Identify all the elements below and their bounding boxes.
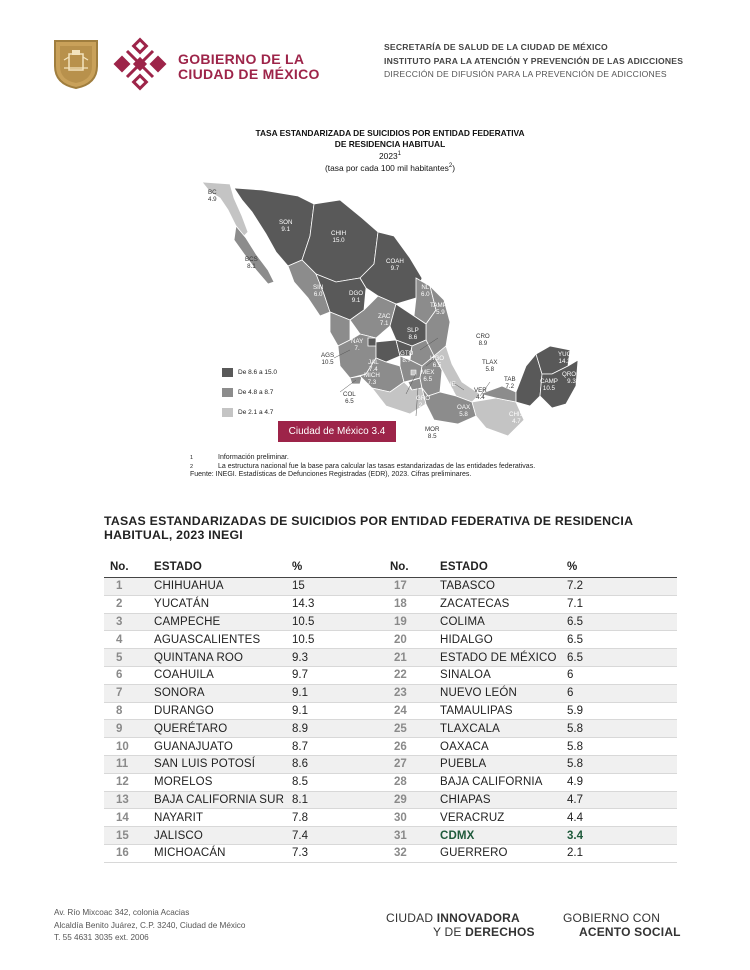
row-no-left: 9 <box>116 722 123 735</box>
row-no-left: 12 <box>116 776 129 789</box>
map-note-1-text: Información preliminar. <box>218 454 289 461</box>
map-title-line2: DE RESIDENCIA HABITUAL <box>334 138 446 149</box>
header-estado-right: ESTADO <box>440 560 488 573</box>
address-line2: Alcaldía Benito Juárez, C.P. 3240, Ciudad de México <box>54 920 246 930</box>
table-title: TASAS ESTANDARIZADAS DE SUICIDIOS POR ENTIDAD FEDERATIVA DE RESIDENCIA HABITUAL, 2023 INEGI <box>104 514 633 542</box>
row-estado-right: HIDALGO <box>440 633 493 646</box>
map-label-nl: NL 6.0 <box>421 284 430 298</box>
row-pct-left: 9.3 <box>292 651 308 664</box>
row-estado-left: BAJA CALIFORNIA SUR <box>154 793 285 806</box>
row-pct-right: 4.9 <box>567 776 583 789</box>
row-pct-right: 2.1 <box>567 847 583 860</box>
table-row <box>104 667 677 685</box>
map-label-pue: PUE 5.8 <box>443 381 456 395</box>
table-row <box>104 685 677 703</box>
map-label-bc: BC 4.9 <box>208 189 217 203</box>
map-title <box>190 128 590 174</box>
government-name <box>178 52 320 82</box>
map-year-sup: 1 <box>397 151 401 157</box>
row-estado-left: MICHOACÁN <box>154 847 226 860</box>
row-pct-right: 6.5 <box>567 615 583 628</box>
row-pct-right: 5.9 <box>567 704 583 717</box>
slogan1-part-d: DERECHOS <box>465 925 535 939</box>
map-region-gto <box>376 340 400 362</box>
row-no-left: 11 <box>116 758 129 771</box>
row-no-left: 15 <box>116 829 129 842</box>
slogan1-part-c: Y DE <box>433 925 466 939</box>
legend-item-low <box>222 402 277 422</box>
map-note-2 <box>190 463 535 472</box>
table-row <box>104 792 677 810</box>
row-estado-right: CDMX <box>440 829 475 842</box>
row-estado-right: GUERRERO <box>440 847 508 860</box>
table-row <box>104 596 677 614</box>
row-no-right: 29 <box>394 793 407 806</box>
institution-line3: DIRECCIÓN DE DIFUSIÓN PARA LA PREVENCIÓN DE ADICCIONES <box>384 69 667 79</box>
row-no-left: 5 <box>116 651 123 664</box>
row-no-left: 4 <box>116 633 123 646</box>
row-estado-left: QUINTANA ROO <box>154 651 244 664</box>
row-pct-left: 8.1 <box>292 793 308 806</box>
row-estado-right: SINALOA <box>440 669 491 682</box>
map-label-gto: GTO 8.7 <box>400 350 414 364</box>
map-title-line1: TASA ESTANDARIZADA DE SUICIDIOS POR ENTIDAD FEDERATIVA <box>255 128 525 138</box>
row-no-right: 24 <box>394 704 407 717</box>
map-label-slp: SLP 8.6 <box>407 327 419 341</box>
row-pct-left: 8.6 <box>292 758 308 771</box>
row-pct-left: 15 <box>292 580 305 593</box>
row-estado-right: CHIAPAS <box>440 793 491 806</box>
map-note-1-key: 1 <box>190 455 194 461</box>
row-no-right: 32 <box>394 847 407 860</box>
row-pct-left: 9.1 <box>292 687 308 700</box>
map-label-yuc: YUC 14.3 <box>558 351 572 365</box>
map-label-hgo: HGO 6.5 <box>430 355 445 369</box>
row-no-left: 13 <box>116 793 129 806</box>
institution-line2: INSTITUTO PARA LA ATENCIÓN Y PREVENCIÓN DE LAS ADICCIONES <box>384 55 684 66</box>
row-pct-left: 7.3 <box>292 847 308 860</box>
page-header <box>0 0 750 110</box>
map-label-oax: OAX 5.8 <box>457 404 471 418</box>
table-row <box>104 614 677 632</box>
table-row <box>104 631 677 649</box>
row-estado-right: TLAXCALA <box>440 722 501 735</box>
row-pct-left: 8.9 <box>292 722 308 735</box>
table-row <box>104 649 677 667</box>
map-label-bcs: BCS 8.1 <box>245 256 258 270</box>
map-year <box>190 149 590 161</box>
header-estado-left: ESTADO <box>154 560 202 573</box>
header-no-left: No. <box>110 560 129 573</box>
row-pct-left: 10.5 <box>292 615 315 628</box>
map-label-sin: SIN 6.0 <box>313 284 324 298</box>
header-no-right: No. <box>390 560 409 573</box>
map-year-value: 2023 <box>379 150 398 161</box>
row-pct-right: 4.7 <box>567 793 583 806</box>
map-label-son: SON 9.1 <box>279 219 293 233</box>
row-pct-right: 6 <box>567 669 574 682</box>
address-line1: Av. Río Mixcoac 342, colonia Acacias <box>54 908 190 917</box>
row-estado-left: DURANGO <box>154 704 214 717</box>
row-no-left: 1 <box>116 580 123 593</box>
row-no-right: 17 <box>394 580 407 593</box>
map-source: Fuente: INEGI. Estadísticas de Defunciones Registradas (EDR), 2023. Cifras preliminares. <box>190 471 472 479</box>
map-label-col: COL 6.5 <box>343 391 356 405</box>
institution-line1: SECRETARÍA DE SALUD DE LA CIUDAD DE MÉXICO <box>384 42 608 52</box>
row-no-right: 20 <box>394 633 407 646</box>
row-estado-right: OAXACA <box>440 740 489 753</box>
slogan1-part-b: INNOVADORA <box>436 911 520 925</box>
map-label-coah: COAH 9.7 <box>386 258 404 272</box>
row-no-right: 28 <box>394 776 407 789</box>
table-row <box>104 809 677 827</box>
row-estado-right: TAMAULIPAS <box>440 704 513 717</box>
row-estado-left: QUERÉTARO <box>154 722 228 735</box>
row-pct-right: 6.5 <box>567 651 583 664</box>
table-row <box>104 774 677 792</box>
gov-name-line2: CIUDAD DE MÉXICO <box>178 66 320 82</box>
map-legend <box>222 362 277 422</box>
map-label-ver: VER 4.4 <box>474 387 487 401</box>
row-estado-left: CHIHUAHUA <box>154 580 224 593</box>
map-label-ags: AGS 10.5 <box>321 352 335 366</box>
row-no-right: 25 <box>394 722 407 735</box>
legend-label-mid: De 4.8 a 8.7 <box>238 388 274 396</box>
table-row <box>104 578 677 596</box>
legend-swatch-mid <box>222 388 233 397</box>
table-row <box>104 720 677 738</box>
map-label-tamps: TAMPS 5.9 <box>430 302 451 316</box>
table-row <box>104 845 677 863</box>
row-no-left: 16 <box>116 847 129 860</box>
map-notes <box>190 454 535 480</box>
legend-swatch-low <box>222 408 233 417</box>
legend-item-mid <box>222 382 277 402</box>
row-pct-left: 8.7 <box>292 740 308 753</box>
row-no-right: 19 <box>394 615 407 628</box>
row-pct-left: 7.8 <box>292 811 308 824</box>
row-no-left: 8 <box>116 704 123 717</box>
row-pct-right: 6 <box>567 687 574 700</box>
slogan2-line1: GOBIERNO CON <box>563 911 661 925</box>
map-label-qroo: QROO 9.3 <box>562 371 581 385</box>
map-label-mich: MICH 7.3 <box>364 372 380 386</box>
row-no-left: 3 <box>116 615 123 628</box>
cdmx-rate-badge: Ciudad de México 3.4 <box>278 421 396 442</box>
row-pct-left: 14.3 <box>292 598 315 611</box>
slogan2-line2: ACENTO SOCIAL <box>579 925 681 939</box>
row-estado-left: SAN LUIS POTOSÍ <box>154 758 256 771</box>
table-row <box>104 738 677 756</box>
map-region-cdmx <box>411 370 416 375</box>
legend-label-low: De 2.1 a 4.7 <box>238 408 274 416</box>
table-row <box>104 756 677 774</box>
gov-name-line1: GOBIERNO DE LA <box>178 51 305 67</box>
row-estado-left: NAYARIT <box>154 811 204 824</box>
map-label-chis: CHIS 4.7 <box>509 411 524 425</box>
map-note-1 <box>190 454 535 463</box>
map-subtitle-text: (tasa por cada 100 mil habitantes <box>325 163 449 174</box>
map-label-chih: CHIH 15.0 <box>331 230 347 244</box>
row-estado-left: CAMPECHE <box>154 615 221 628</box>
row-no-left: 6 <box>116 669 123 682</box>
map-note-2-key: 2 <box>190 463 194 470</box>
map-label-nay: NAY 7. <box>351 338 364 352</box>
map-region-ags <box>368 338 376 346</box>
legend-swatch-high <box>222 368 233 377</box>
map-label-tlax: TLAX 5.8 <box>482 359 498 373</box>
row-estado-left: AGUASCALIENTES <box>154 633 261 646</box>
row-no-right: 31 <box>394 829 407 842</box>
row-estado-left: SONORA <box>154 687 205 700</box>
row-estado-left: COAHUILA <box>154 669 214 682</box>
map-label-tab: TAB 7.2 <box>504 376 516 390</box>
map-label-mor: MOR 8.5 <box>425 426 440 440</box>
row-pct-right: 3.4 <box>567 829 583 842</box>
table-body <box>104 578 677 863</box>
header-pct-left: % <box>292 560 303 573</box>
table-row <box>104 703 677 721</box>
address-phone: T. 55 4631 3035 ext. 2006 <box>54 933 149 942</box>
row-estado-left: JALISCO <box>154 829 203 842</box>
table-row <box>104 827 677 845</box>
row-no-right: 23 <box>394 687 407 700</box>
row-no-right: 22 <box>394 669 407 682</box>
map-label-camp: CAMP 10.5 <box>540 378 558 392</box>
row-no-left: 14 <box>116 811 129 824</box>
row-no-left: 7 <box>116 687 123 700</box>
row-pct-right: 6.5 <box>567 633 583 646</box>
row-pct-right: 5.8 <box>567 758 583 771</box>
legend-label-high: De 8.6 a 15.0 <box>238 368 278 376</box>
row-no-right: 21 <box>394 651 407 664</box>
map-label-mex: MEX 6.5 <box>421 369 435 383</box>
row-pct-right: 7.2 <box>567 580 583 593</box>
row-estado-right: VERACRUZ <box>440 811 505 824</box>
row-pct-left: 8.5 <box>292 776 308 789</box>
header-pct-right: % <box>567 560 578 573</box>
map-label-gro: GRO 2.1 <box>416 395 431 409</box>
row-estado-left: MORELOS <box>154 776 213 789</box>
row-pct-right: 5.8 <box>567 740 583 753</box>
row-no-right: 26 <box>394 740 407 753</box>
coat-of-arms-icon <box>52 38 100 90</box>
row-estado-right: BAJA CALIFORNIA <box>440 776 543 789</box>
institution-block <box>384 41 683 82</box>
row-no-right: 30 <box>394 811 407 824</box>
map-label-cro: CRO 8.9 <box>476 333 490 347</box>
row-estado-left: YUCATÁN <box>154 598 210 611</box>
footer-address <box>54 907 245 945</box>
row-pct-right: 4.4 <box>567 811 583 824</box>
row-no-left: 10 <box>116 740 129 753</box>
row-estado-left: GUANAJUATO <box>154 740 234 753</box>
row-pct-left: 7.4 <box>292 829 308 842</box>
table-header <box>104 556 677 578</box>
row-estado-right: PUEBLA <box>440 758 487 771</box>
slogan1-part-a: CIUDAD <box>386 911 437 925</box>
map-label-jal: JAL 7.4 <box>368 359 379 373</box>
map-subtitle-end: ) <box>452 163 455 174</box>
row-no-left: 2 <box>116 598 123 611</box>
rates-table <box>104 556 677 863</box>
row-pct-right: 5.8 <box>567 722 583 735</box>
row-estado-right: TABASCO <box>440 580 496 593</box>
map-label-dgo: DGO 9.1 <box>349 290 364 304</box>
row-estado-right: ZACATECAS <box>440 598 510 611</box>
map-note-2-text: La estructura nacional fue la base para calcular las tasas estandarizadas de las entidades federativas. <box>218 462 536 470</box>
row-estado-right: ESTADO DE MÉXICO <box>440 651 557 664</box>
map-label-zac: ZAC 7.1 <box>378 313 391 327</box>
slogan-acento-social <box>563 911 681 939</box>
row-pct-left: 10.5 <box>292 633 315 646</box>
row-pct-left: 9.7 <box>292 669 308 682</box>
cdmx-logo-icon <box>112 36 168 92</box>
row-no-right: 18 <box>394 598 407 611</box>
row-no-right: 27 <box>394 758 407 771</box>
map-subtitle-sup: 2 <box>448 163 453 170</box>
legend-item-high <box>222 362 277 382</box>
row-pct-right: 7.1 <box>567 598 583 611</box>
row-estado-right: COLIMA <box>440 615 485 628</box>
row-estado-right: NUEVO LEÓN <box>440 687 517 700</box>
row-pct-left: 9.1 <box>292 704 308 717</box>
slogan-innovadora <box>386 911 535 939</box>
